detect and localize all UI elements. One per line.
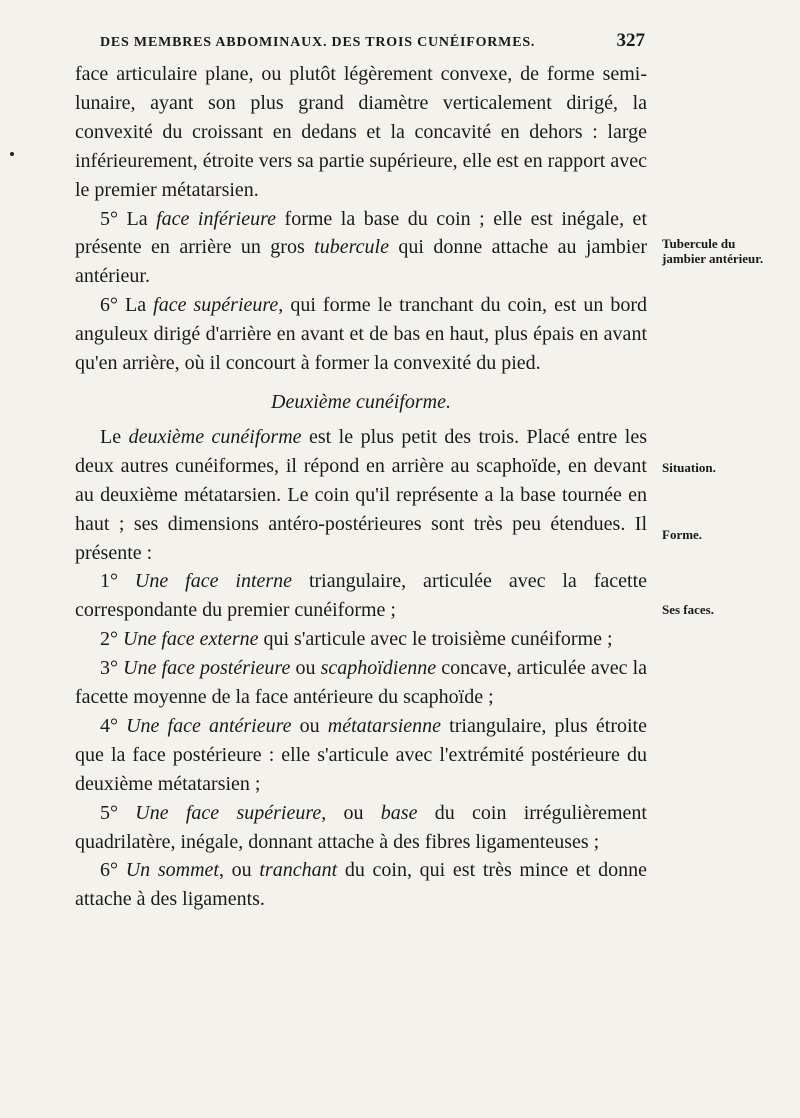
- margin-note-situation: Situation.: [662, 460, 716, 475]
- ink-speck: [10, 152, 14, 156]
- paragraph-face-superieure: 6° La face supérieure, qui forme le tranchant du coin, est un bord anguleux dirigé d'arrière en avant et de bas en haut, plus épais en avant qu'en arrière, où il concourt à former la convexité du pied.: [75, 294, 648, 375]
- running-header: [100, 30, 645, 52]
- margin-note-forme: Forme.: [662, 527, 703, 542]
- running-title: DES MEMBRES ABDOMINAUX. DES TROIS CUNÉIFORMES.: [100, 35, 536, 50]
- section-title: Deuxième cunéiforme.: [271, 390, 451, 413]
- list-item-face-interne: 1° Une face interne triangulaire, articulée avec la facette correspondante du premier cunéiforme ;: [75, 570, 647, 622]
- margin-note-tubercule: Tubercule du jambier antérieur.: [662, 236, 764, 266]
- paragraph-face-inferieure: 5° La face inférieure forme la base du coin ; elle est inégale, et présente en arrière un gros tubercule qui donne attache au jambier antérieur.: [75, 207, 647, 288]
- list-item-sommet: 6° Un sommet, ou tranchant du coin, qui est très mince et donne attache à des ligaments.: [75, 859, 648, 911]
- paragraph-intro: Le deuxième cunéiforme est le plus petit des trois. Placé entre les deux autres cunéiformes, il répond en arrière au scaphoïde, en devant au deuxième métatarsien. Le coin qu'il représente a la base tournée en haut ; ses dimensions antéro-postérieures sont très peu étendues. Il présente :: [75, 425, 647, 564]
- list-item-face-anterieure: 4° Une face antérieure ou métatarsienne triangulaire, plus étroite que la face postérieure : elle s'articule avec l'extrémité postérieure du deuxième métatarsien ;: [75, 714, 647, 795]
- body-text: [75, 60, 647, 914]
- list-item-face-externe: 2° Une face externe qui s'articule avec le troisième cunéiforme ;: [100, 628, 613, 651]
- list-item-face-superieure: 5° Une face supérieure, ou base du coin irrégulièrement quadrilatère, inégale, donnant attache à des fibres ligamenteuses ;: [75, 801, 647, 853]
- page-number: 327: [616, 30, 645, 51]
- paragraph-continuation: face articulaire plane, ou plutôt légèrement convexe, de forme semi-lunaire, ayant son plus grand diamètre verticalement dirigé, la convexité du croissant en dedans et la concavité en dehors : large inférieurement, étroite vers sa partie supérieure, elle est en rapport avec le premier métatarsien.: [75, 63, 647, 201]
- margin-note-ses-faces: Ses faces.: [662, 602, 714, 617]
- list-item-face-posterieure: 3° Une face postérieure ou scaphoïdienne concave, articulée avec la facette moyenne de la face antérieure du scaphoïde ;: [75, 657, 648, 709]
